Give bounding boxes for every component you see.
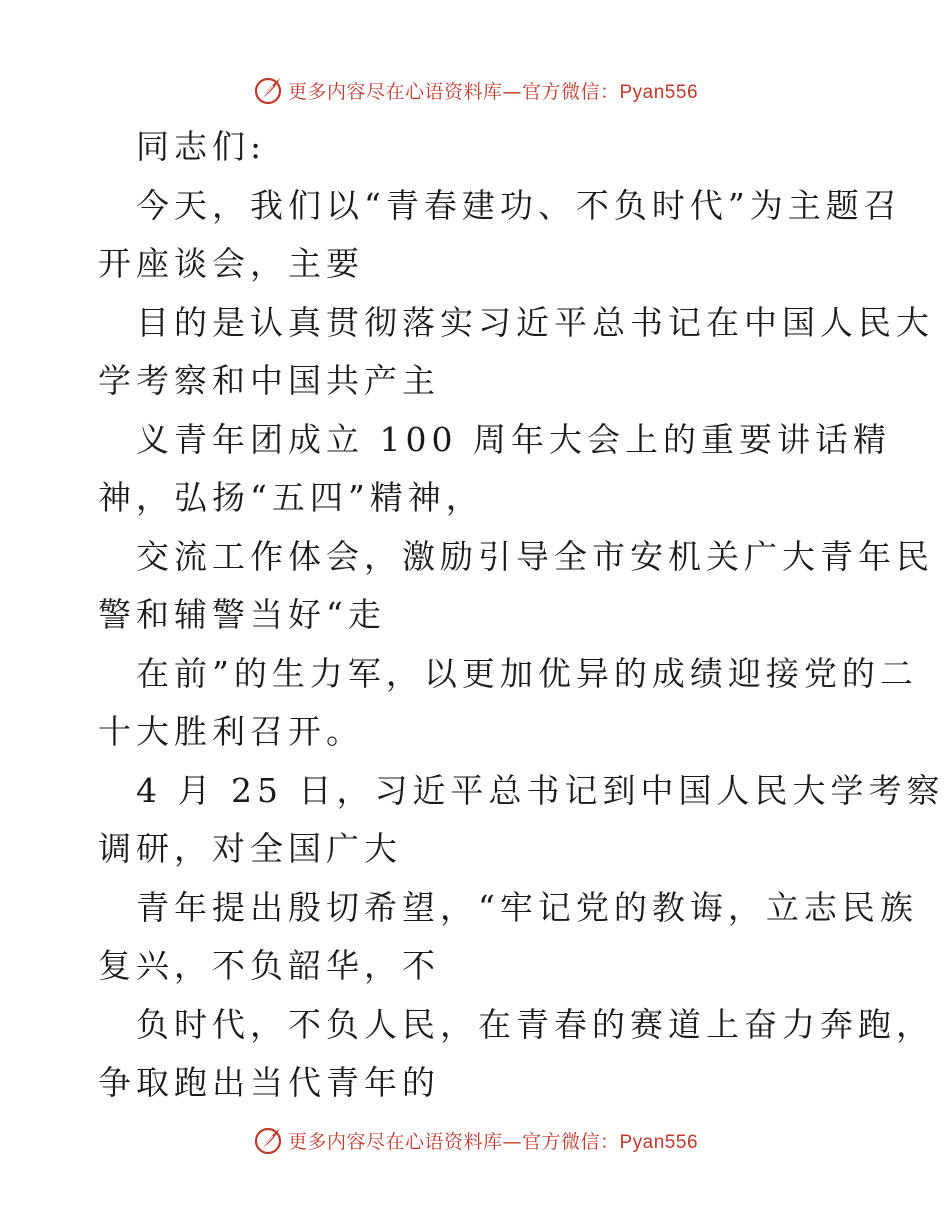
body-text-line: 4 月 25 日，习近平总书记到中国人民大学考察 <box>136 770 945 810</box>
watermark-text: 更多内容尽在心语资料库—官方微信： <box>287 80 620 103</box>
body-text-line: 在前”的生力军，以更加优异的成绩迎接党的二 <box>136 653 918 693</box>
body-text-line: 交流工作体会，激励引导全市安机关广大青年民 <box>136 536 934 576</box>
watermark-handle: Pyan556 <box>619 81 699 103</box>
header-watermark <box>0 70 950 110</box>
body-text-line: 争取跑出当代青年的 <box>98 1063 440 1102</box>
body-text-line: 警和辅警当好“走 <box>98 595 386 634</box>
body-text-line: 神，弘扬“五四”精神， <box>98 478 484 517</box>
body-text-line: 复兴，不负韶华，不 <box>98 946 440 985</box>
body-text-line: 青年提出殷切希望，“牢记党的教诲，立志民族 <box>136 887 918 927</box>
body-text-line: 调研，对全国广大 <box>98 829 402 868</box>
body-text-line: 开座谈会，主要 <box>98 244 364 283</box>
body-text-line: 负时代，不负人民，在青春的赛道上奋力奔跑， <box>136 1004 934 1044</box>
watermark-text: 更多内容尽在心语资料库—官方微信： <box>287 1130 620 1153</box>
body-text-line: 同志们: <box>136 127 267 166</box>
feather-pen-logo-icon <box>252 74 284 106</box>
body-text-line: 学考察和中国共产主 <box>98 361 440 400</box>
document-body <box>98 118 945 1113</box>
watermark-handle: Pyan556 <box>619 1131 699 1153</box>
footer-watermark <box>0 1120 950 1160</box>
body-text-line: 义青年团成立 100 周年大会上的重要讲话精 <box>136 419 891 459</box>
feather-pen-logo-icon <box>252 1124 284 1156</box>
body-text-line: 目的是认真贯彻落实习近平总书记在中国人民大 <box>136 302 934 342</box>
body-text-line: 十大胜利召开。 <box>98 712 364 751</box>
body-text-line: 今天，我们以“青春建功、不负时代”为主题召 <box>136 185 902 225</box>
